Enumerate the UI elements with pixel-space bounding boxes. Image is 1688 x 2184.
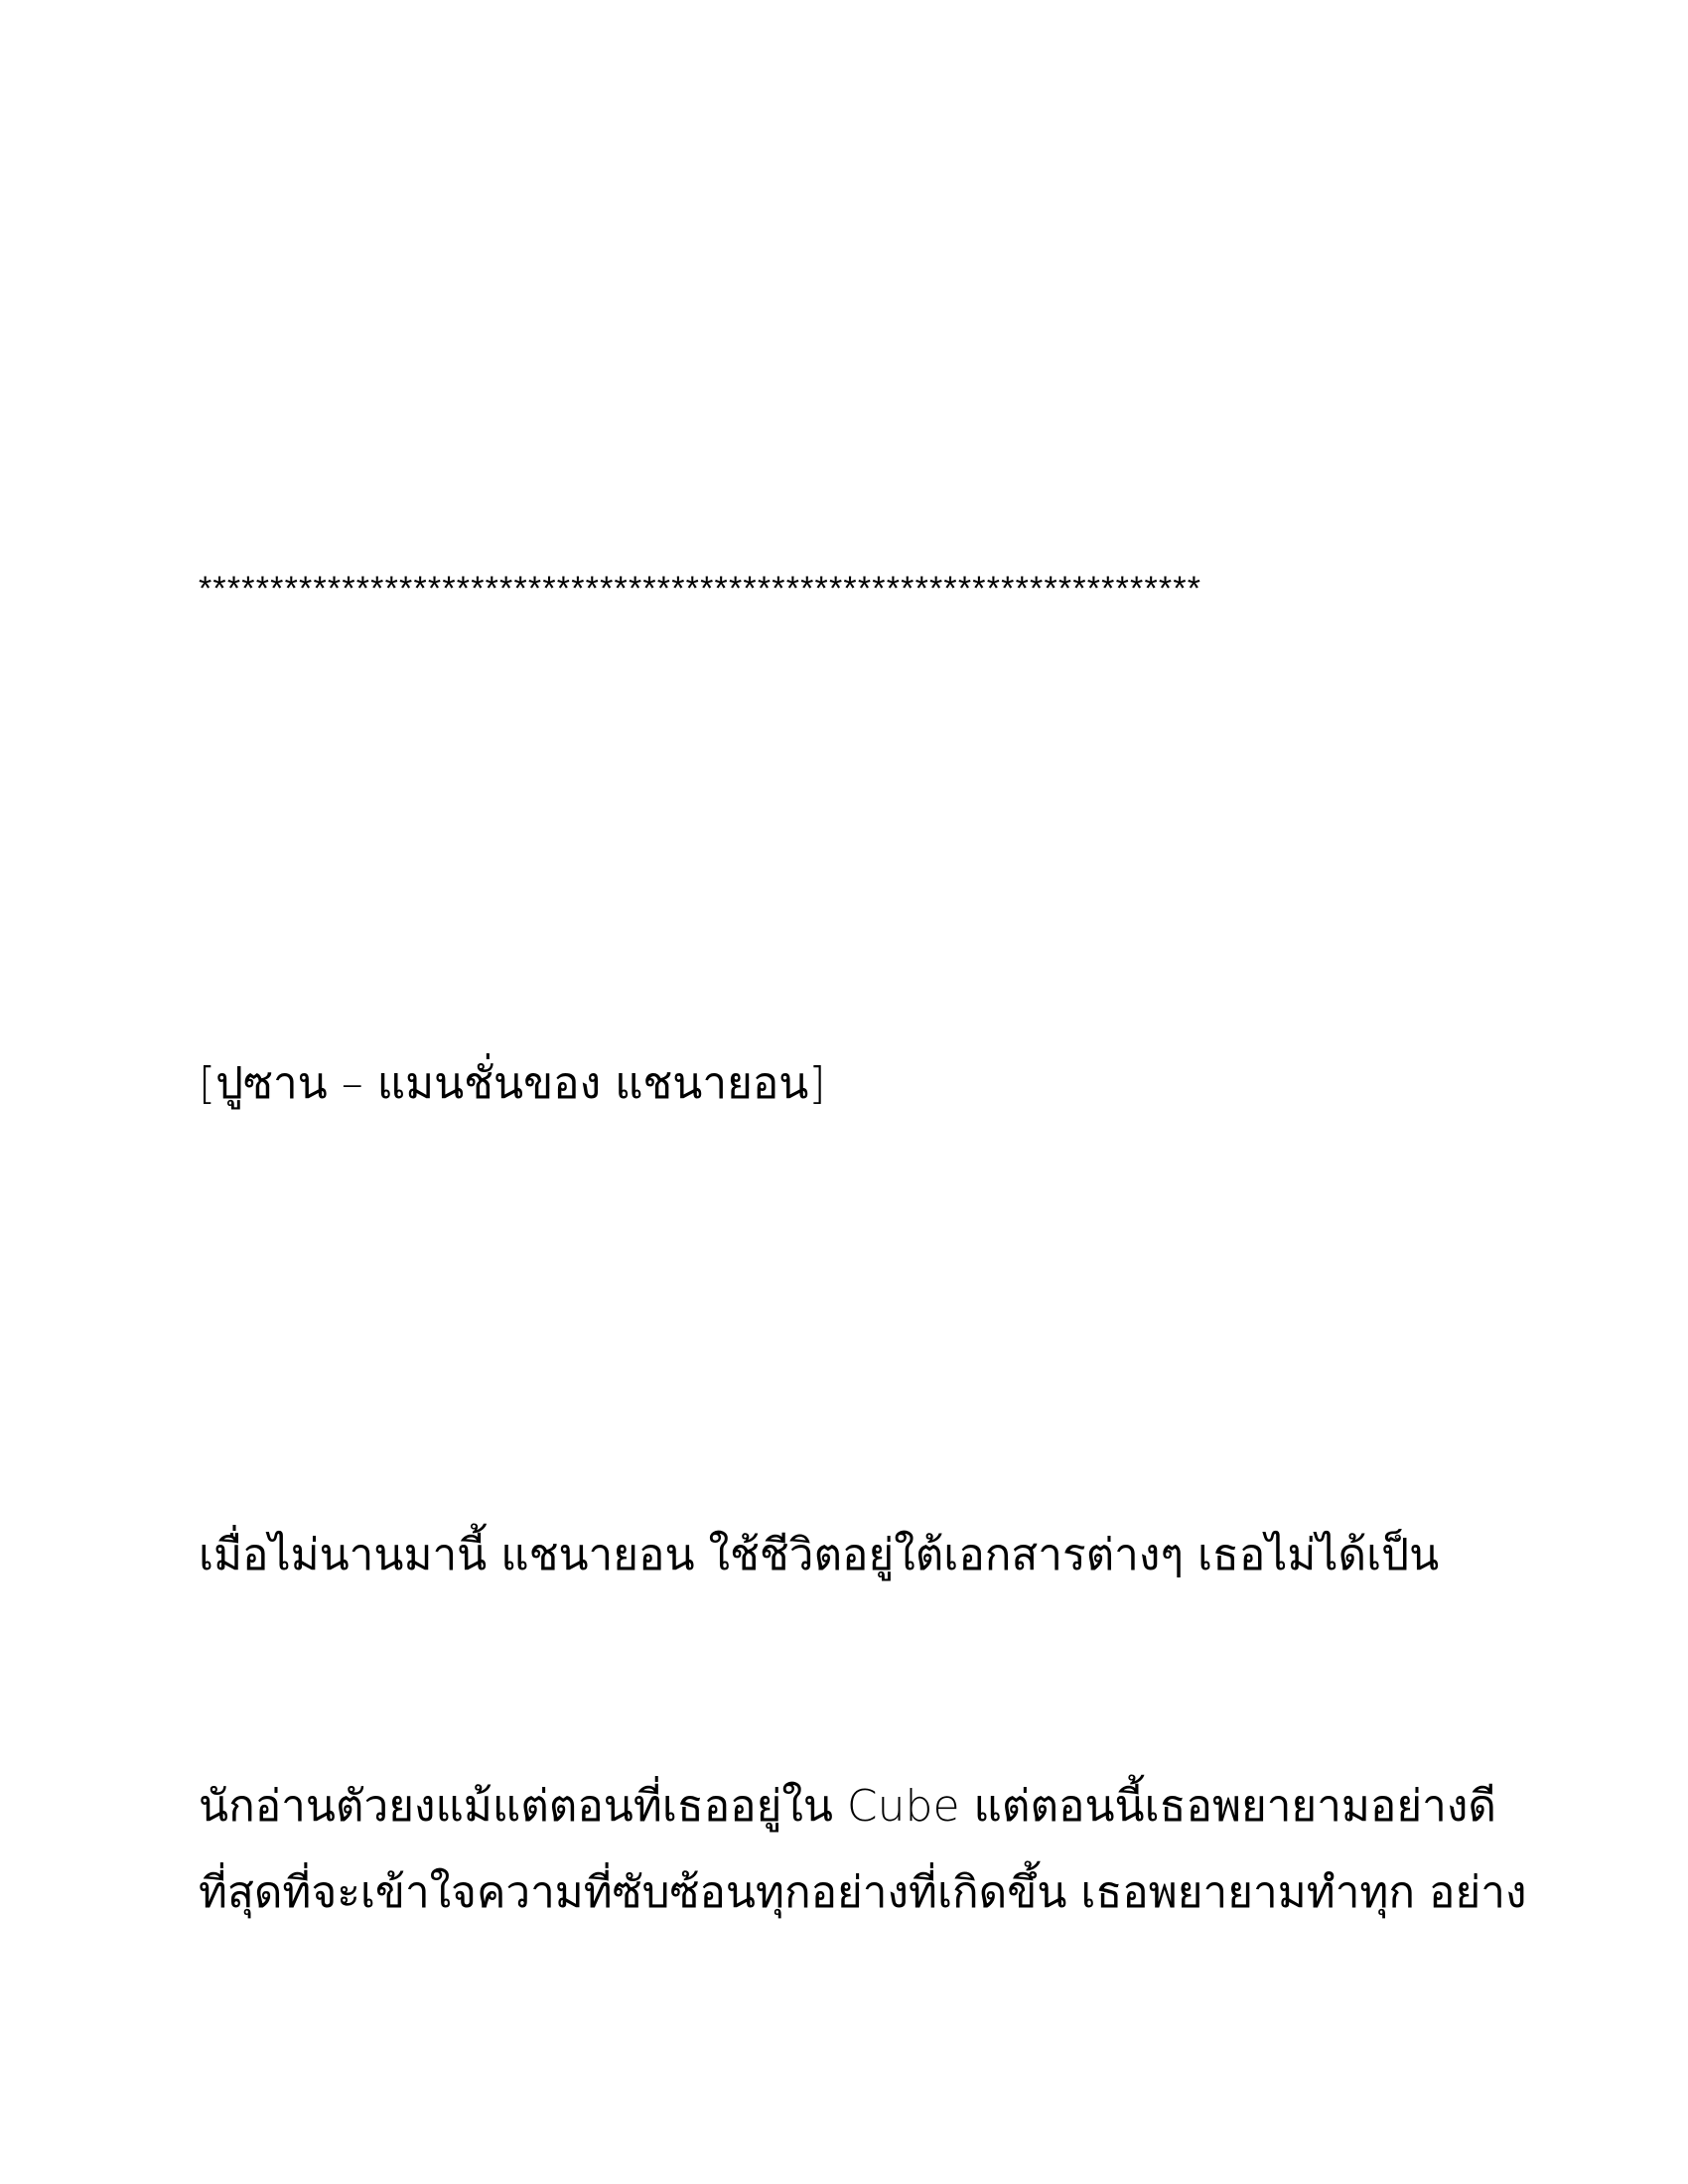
paragraph-1-line-1: เมื่อไม่นานมานี้ แชนายอน ใช้ชีวิตอยู่ใต้เอกสารต่างๆ เธอไม่ได้เป็น [199,1530,1440,1580]
paragraph-2-line-1: นักอ่านตัวยงแม้แต่ตอนที่เธออยู่ใน Cube แต่ตอนนี้เธอพยายามอย่างดี [199,1781,1496,1832]
section-separator: ********************************************************************** [199,570,1202,608]
scene-heading: [ปูซาน – แมนชั่นของ แชนายอน] [199,1058,826,1109]
paragraph-2-line-2: ที่สุดที่จะเข้าใจความที่ซับซ้อนทุกอย่างที่เกิดขึ้น เธอพยายามทำทุก อย่าง [199,1867,1527,1918]
